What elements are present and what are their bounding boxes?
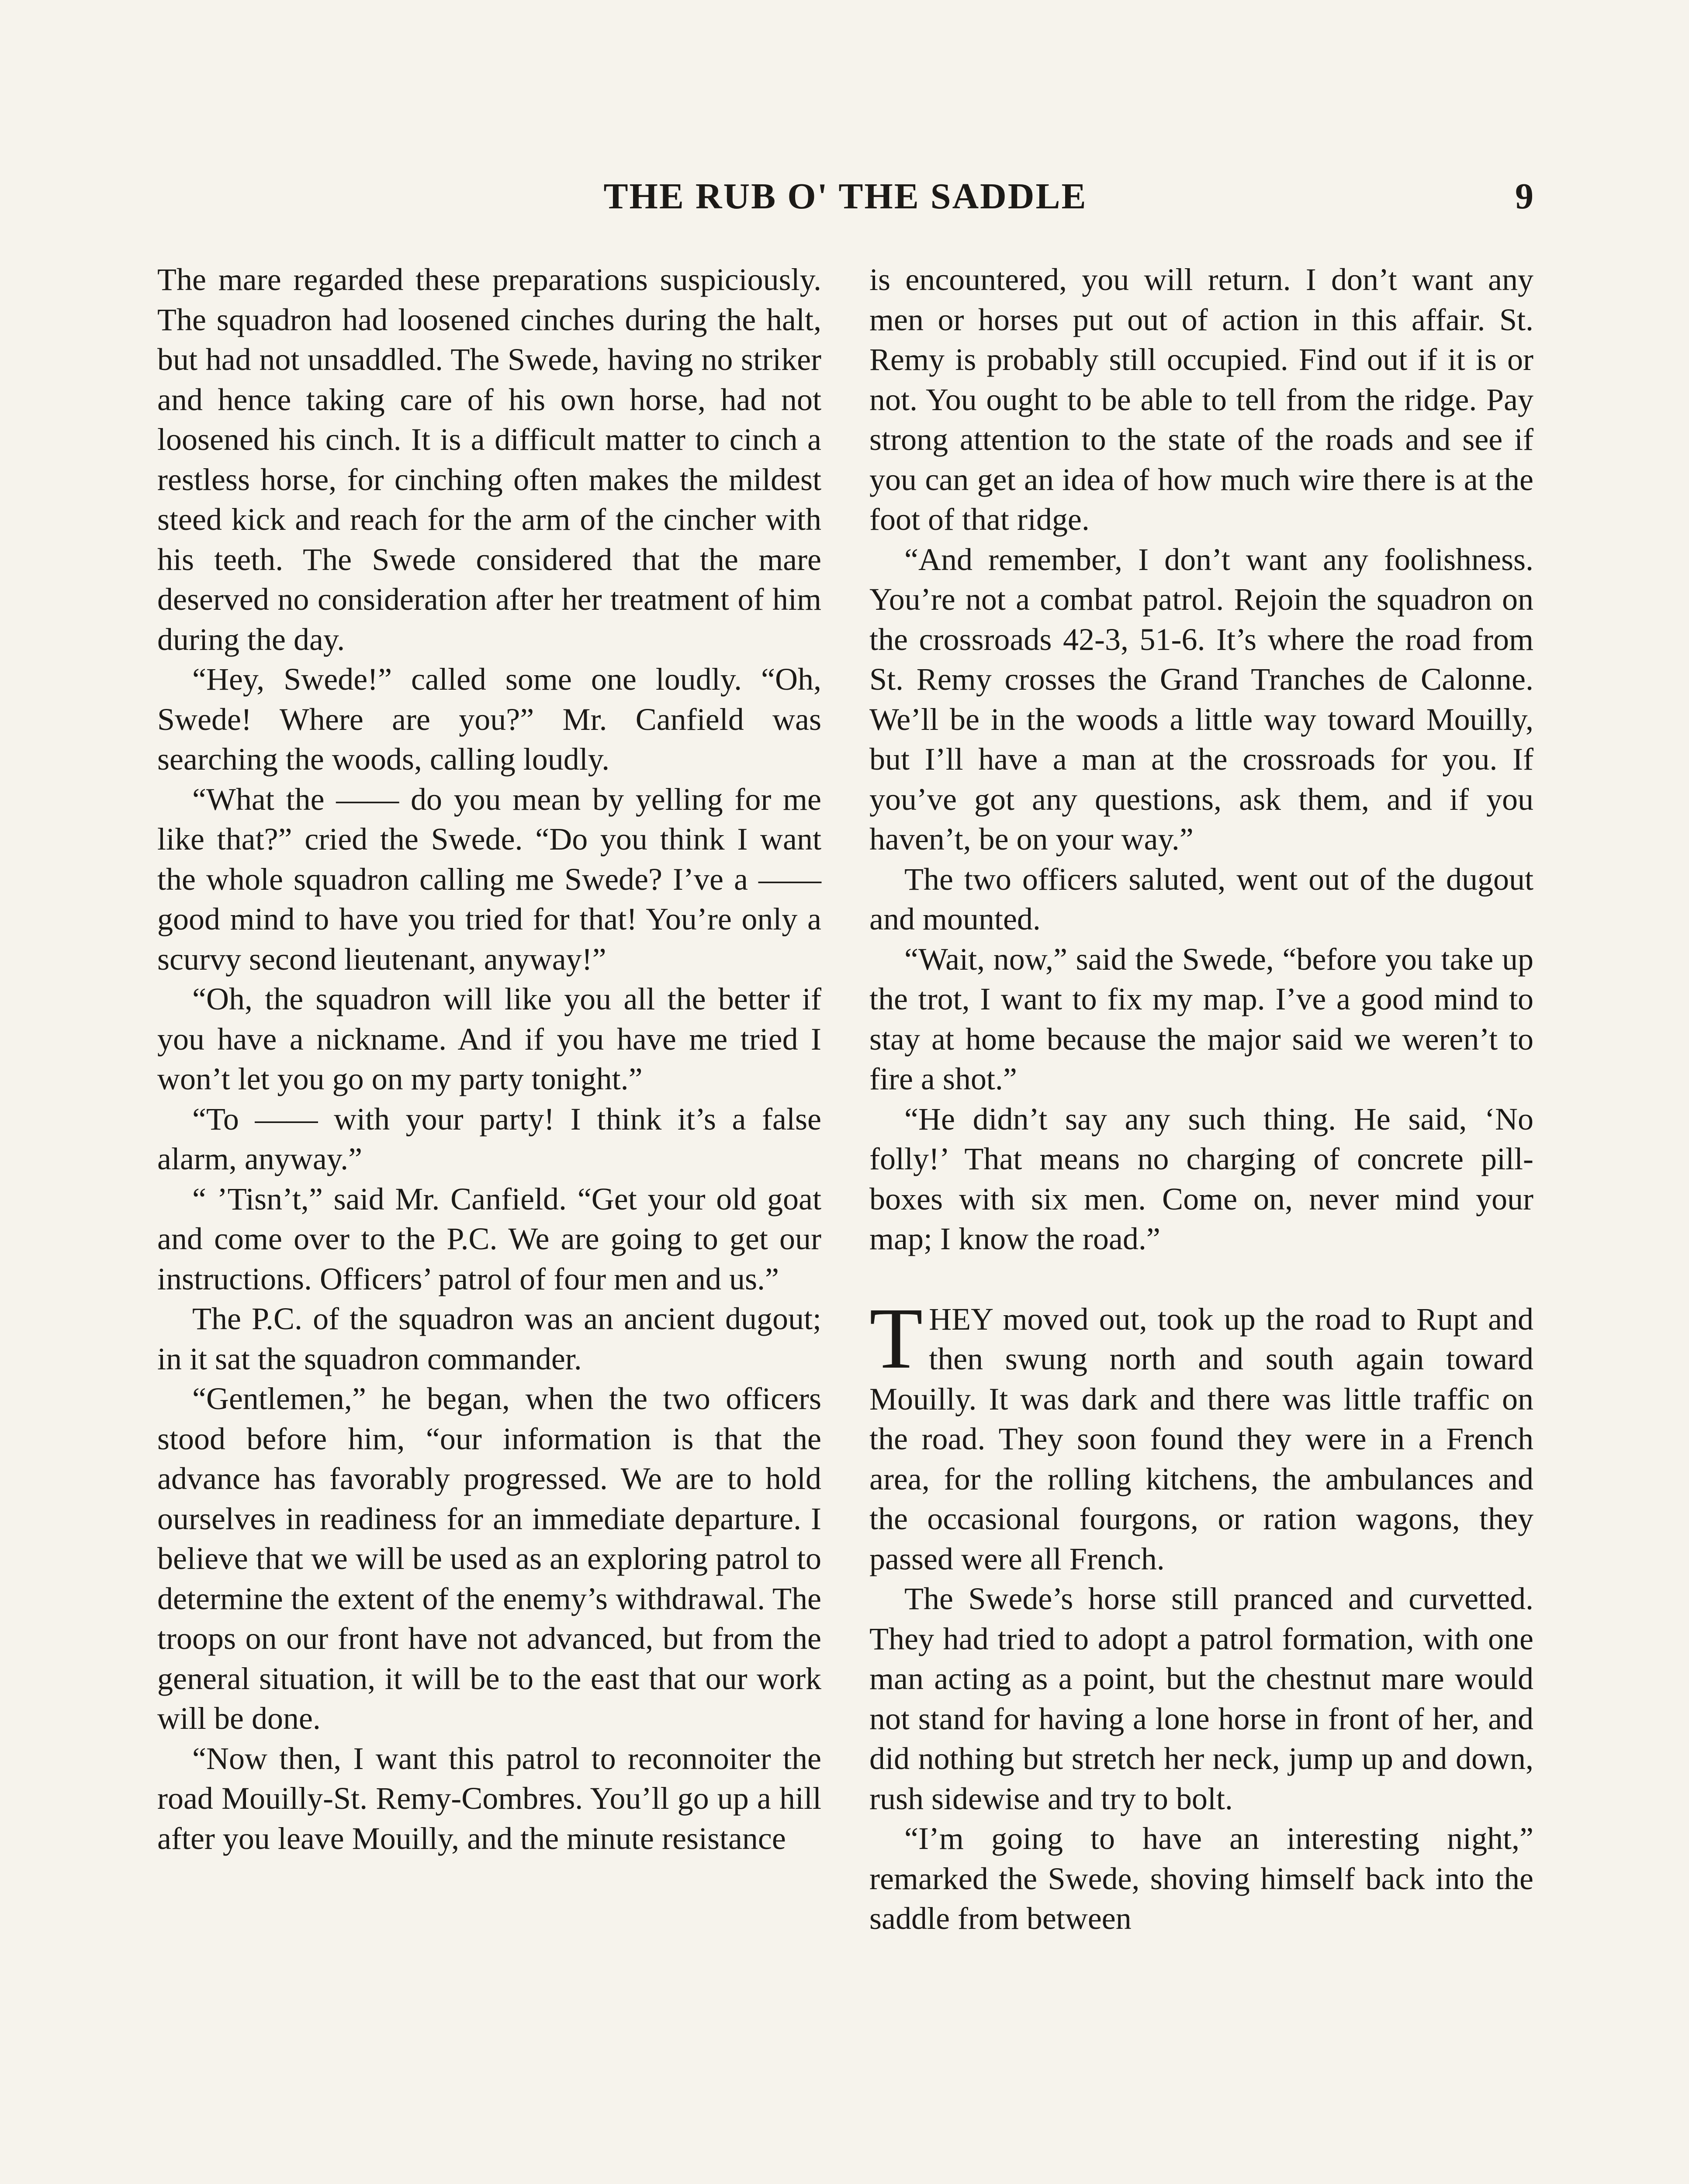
paragraph-continuation: is encountered, you will return. I don’t want any men or horses put out of action in this affair. St. Remy is probably still occupied. Find out if it is or not. You ought to be able to tell from the ridge. Pay strong attention to the state of the roads and see if you can get an idea of how much wire there is at the foot of that ridge.: [869, 262, 1533, 537]
page-header: [157, 175, 1533, 223]
paragraph: “What the —— do you mean by yelling for me like that?” cried the Swede. “Do you think I want the whole squadron calling me Swede? I’ve a —— good mind to have you tried for that! You’re only a scurvy second lieutenant, anyway!”: [157, 781, 821, 977]
paragraph: The Swede’s horse still pranced and curvetted. They had tried to adopt a patrol formation, with one man acting as a point, but the chestnut mare would not stand for having a lone horse in front of her, and did nothing but stretch her neck, jump up and down, rush sidewise and try to bolt.: [869, 1581, 1533, 1816]
section-opening-text: HEY moved out, took up the road to Rupt and then swung north and south again toward Mouilly. It was dark and there was little traffic on the road. They soon found they were in a French area, for the rolling kitchens, the ambulances and the occasional fourgons, or ration wagons, they passed were all French.: [869, 1301, 1533, 1576]
paragraph: “Hey, Swede!” called some one loudly. “Oh, Swede! Where are you?” Mr. Canfield was searching the woods, calling loudly.: [157, 662, 821, 777]
running-title: THE RUB O' THE SADDLE: [603, 176, 1087, 217]
right-column: [869, 260, 1533, 1939]
paragraph: “Now then, I want this patrol to reconnoiter the road Mouilly-St. Remy-Combres. You’ll go up a hill after you leave Mouilly, and the minute resistance: [157, 1741, 821, 1856]
drop-cap: T: [869, 1290, 923, 1387]
paragraph: “ ’Tisn’t,” said Mr. Canfield. “Get your old goat and come over to the P.C. We are going to get our instructions. Officers’ patrol of four men and us.”: [157, 1181, 821, 1296]
paragraph: “To —— with your party! I think it’s a false alarm, anyway.”: [157, 1101, 821, 1176]
paragraph: The P.C. of the squadron was an ancient dugout; in it sat the squadron commander.: [157, 1301, 821, 1376]
paragraph: “He didn’t say any such thing. He said, ‘No folly!’ That means no charging of concrete pill-boxes with six men. Come on, never mind your map; I know the road.”: [869, 1101, 1533, 1256]
paragraph: “Oh, the squadron will like you all the better if you have a nickname. And if you have me tried I won’t let you go on my party tonight.”: [157, 981, 821, 1096]
paragraph: “Gentlemen,” he began, when the two officers stood before him, “our information is that the advance has favorably progressed. We are to hold ourselves in readiness for an immediate departure. I believe that we will be used as an exploring patrol to determine the extent of the enemy’s withdrawal. The troops on our front have not advanced, but from the general situation, it will be to the east that our work will be done.: [157, 1381, 821, 1736]
section-opening-paragraph: [869, 1290, 1533, 1579]
paragraph: “Wait, now,” said the Swede, “before you take up the trot, I want to fix my map. I’ve a good mind to stay at home because the major said we weren’t to fire a shot.”: [869, 941, 1533, 1096]
paragraph: “I’m going to have an interesting night,” remarked the Swede, shoving himself back into the saddle from between: [869, 1821, 1533, 1936]
paragraph: The two officers saluted, went out of the dugout and mounted.: [869, 861, 1533, 936]
paragraph: The mare regarded these preparations suspiciously. The squadron had loosened cinches during the halt, but had not unsaddled. The Swede, having no striker and hence taking care of his own horse, had not loosened his cinch. It is a difficult matter to cinch a restless horse, for cinching often makes the mildest steed kick and reach for the arm of the cincher with his teeth. The Swede considered that the mare deserved no consideration after her treatment of him during the day.: [157, 262, 821, 657]
paragraph: “And remember, I don’t want any foolishness. You’re not a combat patrol. Rejoin the squadron on the crossroads 42-3, 51-6. It’s where the road from St. Remy crosses the Grand Tranches de Calonne. We’ll be in the woods a little way toward Mouilly, but I’ll have a man at the crossroads for you. If you’ve got any questions, ask them, and if you haven’t, be on your way.”: [869, 542, 1533, 857]
page-number: 9: [1515, 176, 1533, 217]
left-column: [157, 260, 821, 1859]
